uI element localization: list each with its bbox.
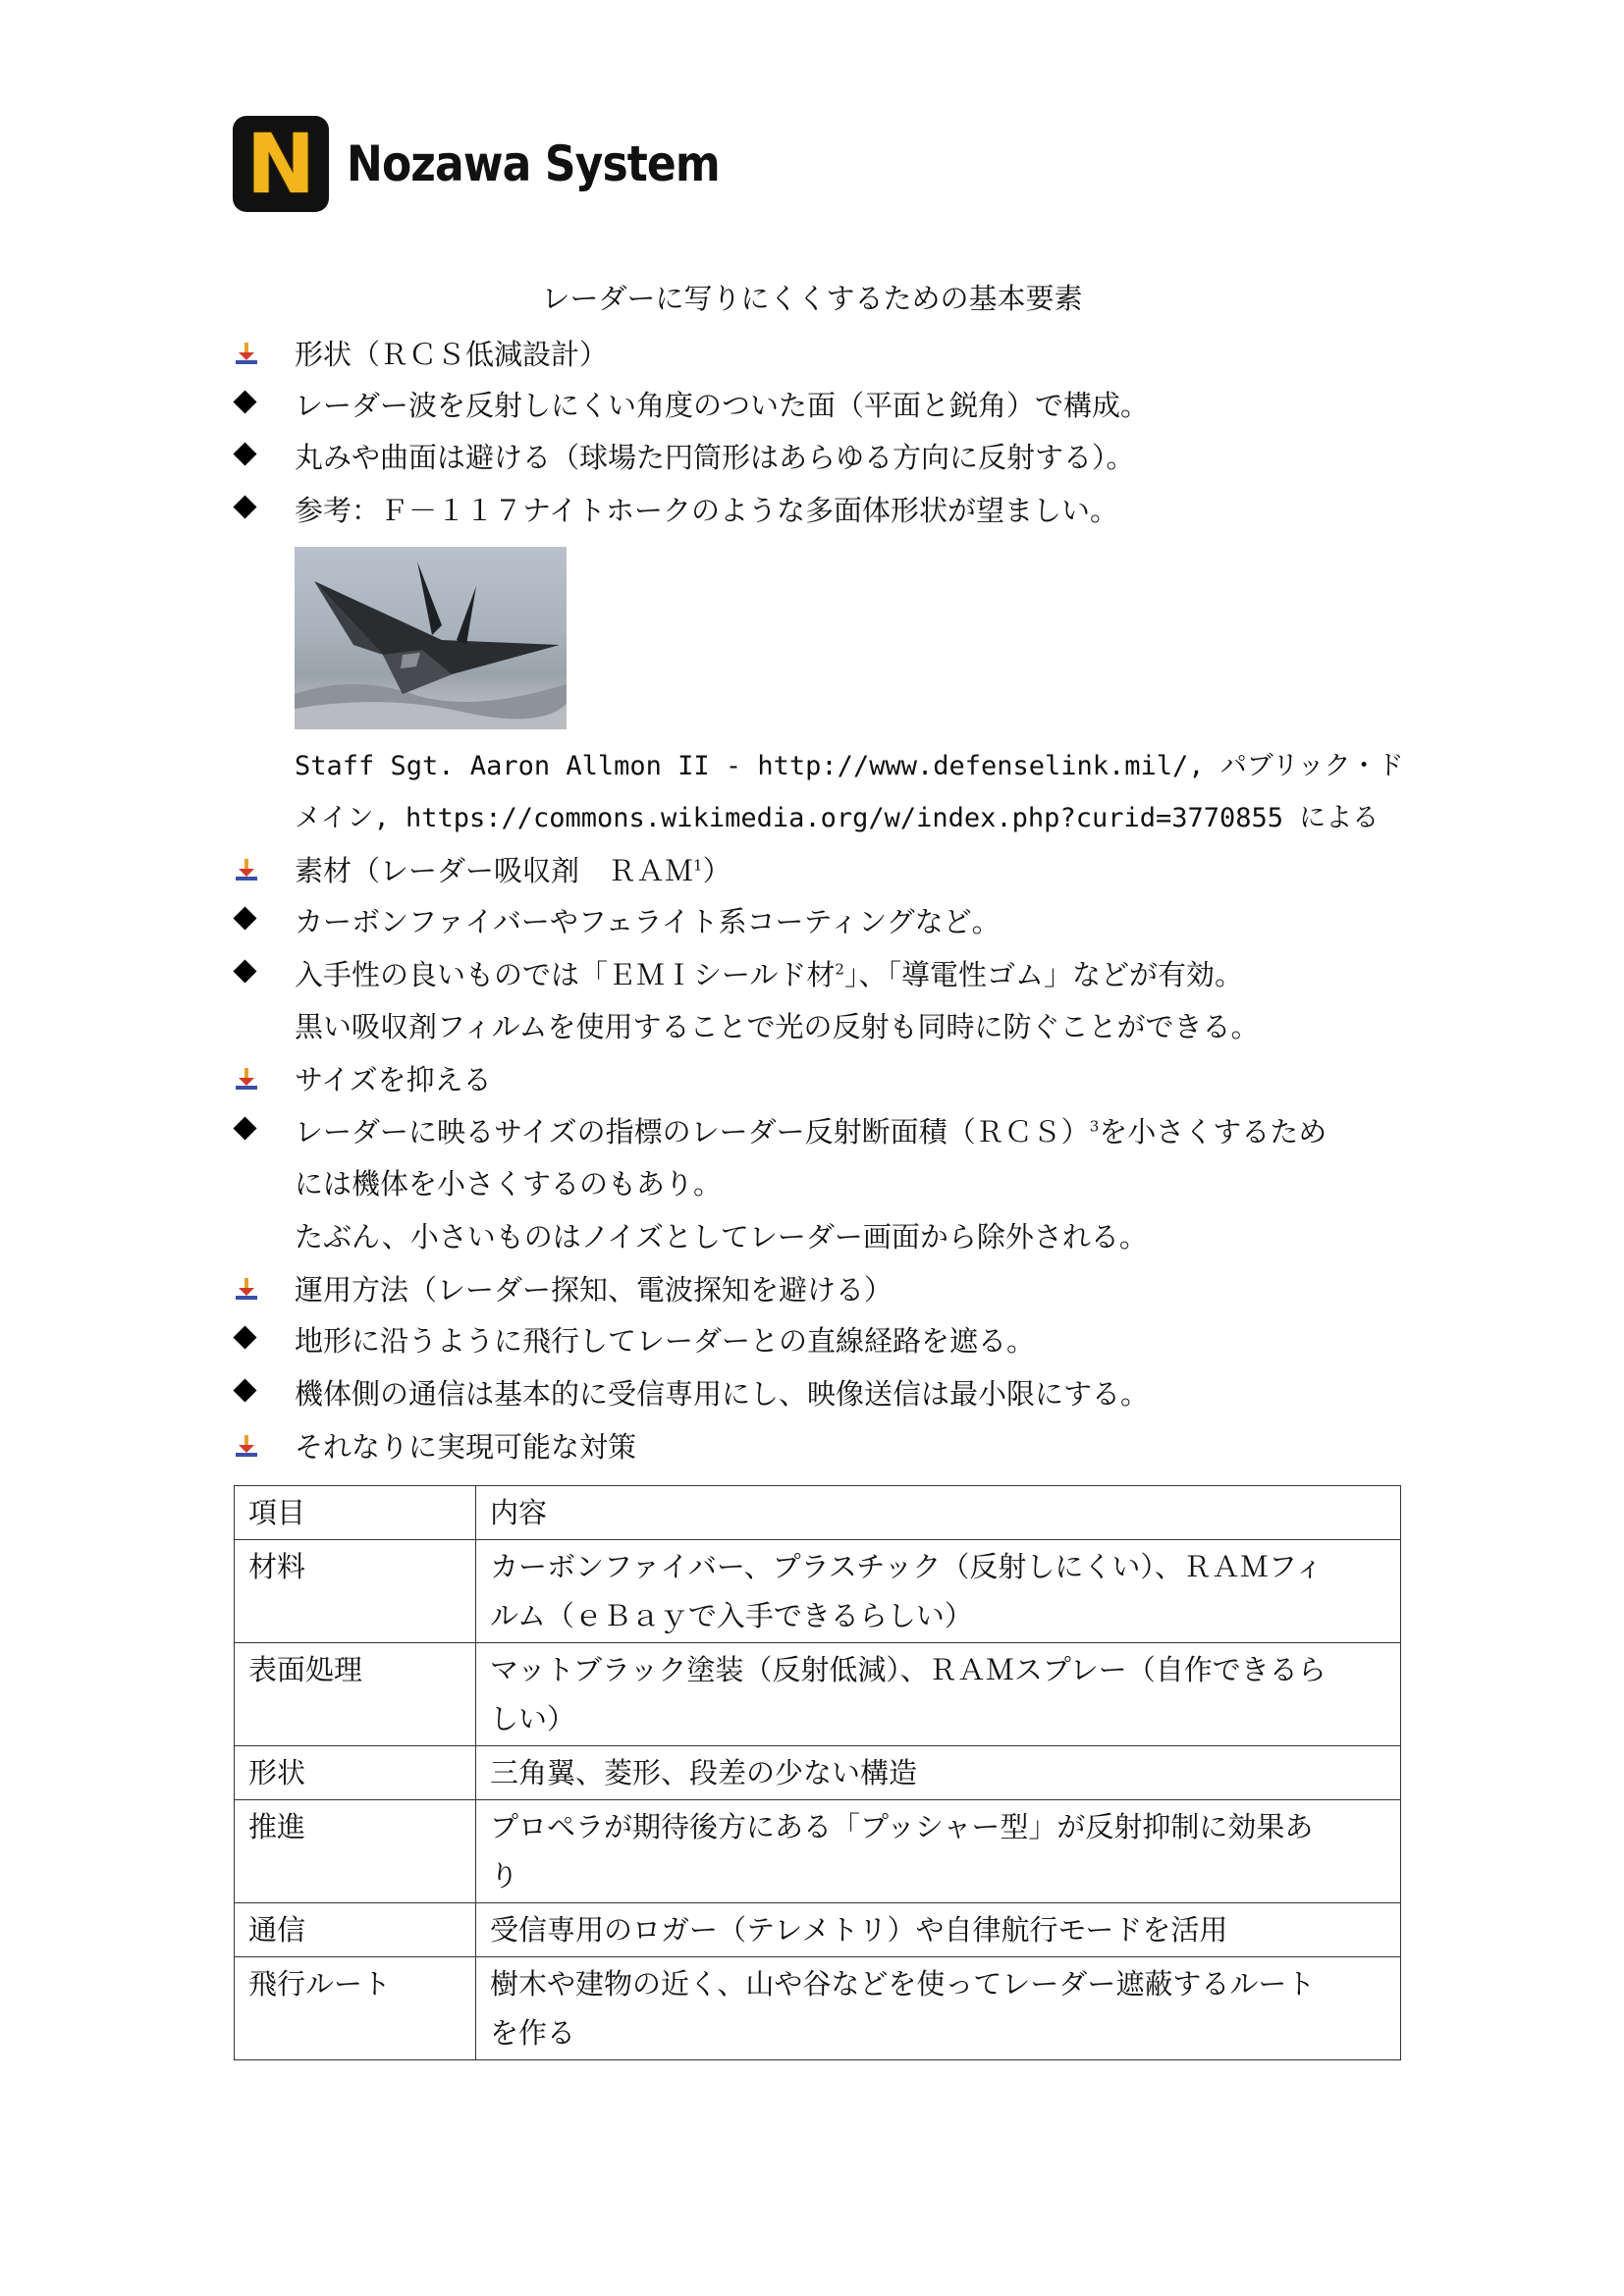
bullet-text-end: 」、「導電性ゴム」などが有効。: [843, 958, 1243, 991]
arrow-bullet-icon: [234, 341, 259, 366]
bullet-text: レーダーに映るサイズの指標のレーダー反射断面積（ＲＣＳ）: [295, 1115, 1090, 1148]
bullet-material-1: カーボンファイバーやフェライト系コーティングなど。: [295, 905, 1001, 938]
bullet-size-1-continued-1: には機体を小さくするのもあり。: [295, 1167, 723, 1201]
section-heading-measures: それなりに実現可能な対策: [295, 1430, 637, 1464]
photo-credit-line-2: メイン, https://commons.wikimedia.org/w/index.php?curid=3770855 による: [295, 803, 1380, 833]
section-heading-material: [295, 851, 731, 890]
row-content-line: 樹木や建物の近く、山や谷などを使ってレーダー遮蔽するルート: [490, 1967, 1316, 2001]
diamond-bullet-icon: [233, 1116, 256, 1140]
heading-text: 素材（レーダー吸収剤 ＲＡＭ: [295, 854, 694, 887]
document-title: レーダーに写りにくくするための基本要素: [541, 282, 1083, 315]
photo-credit-line-1: Staff Sgt. Aaron Allmon II - http://www.defenselink.mil/, パブリック・ド: [295, 751, 1404, 781]
measures-table: [234, 1485, 1401, 2060]
bullet-material-2-continued: 黒い吸収剤フィルムを使用することで光の反射も同時に防ぐことができる。: [295, 1010, 1260, 1043]
table-row: [235, 1903, 1401, 1957]
table-row: [235, 1643, 1401, 1746]
bullet-size-1: [295, 1112, 1326, 1151]
arrow-bullet-icon: [234, 857, 259, 882]
table-row: [235, 1540, 1401, 1643]
f117-nighthawk-photo: [295, 547, 567, 729]
bullet-size-1-continued-2: たぶん、小さいものはノイズとしてレーダー画面から除外される。: [295, 1220, 1148, 1254]
bullet-text: 入手性の良いものでは「ＥＭＩシールド材: [295, 958, 836, 991]
diamond-bullet-icon: [233, 495, 256, 518]
diamond-bullet-icon: [233, 390, 256, 413]
row-item: 推進: [235, 1800, 476, 1903]
row-content-line: しい）: [490, 1702, 576, 1735]
row-item: 材料: [235, 1540, 476, 1643]
footnote-ref-1[interactable]: 1: [693, 856, 703, 875]
row-content-line: プロペラが期待後方にある「プッシャー型」が反射抑制に効果あ: [490, 1810, 1314, 1843]
diamond-bullet-icon: [233, 1378, 256, 1402]
row-item: 表面処理: [235, 1643, 476, 1746]
row-content: [476, 1957, 1401, 2060]
section-heading-operation: 運用方法（レーダー探知、電波探知を避ける）: [295, 1273, 893, 1307]
table-row: [235, 1957, 1401, 2060]
diamond-bullet-icon: [233, 1325, 256, 1349]
table-row: [235, 1800, 1401, 1903]
row-item: 形状: [235, 1746, 476, 1800]
bullet-shape-1: レーダー波を反射しにくい角度のついた面（平面と鋭角）で構成。: [295, 389, 1150, 422]
row-content: [476, 1800, 1401, 1903]
arrow-bullet-icon: [234, 1433, 259, 1459]
row-content: [476, 1746, 1401, 1800]
section-heading-shape: 形状（ＲＣＳ低減設計）: [295, 338, 609, 371]
row-content-line: カーボンファイバー、プラスチック（反射しにくい）、ＲＡＭフィ: [490, 1550, 1324, 1583]
footnote-ref-3[interactable]: 3: [1089, 1117, 1100, 1136]
row-content: [476, 1540, 1401, 1643]
header-content: 内容: [476, 1486, 1401, 1540]
row-item: 飛行ルート: [235, 1957, 476, 2060]
bullet-shape-2: 丸みや曲面は避ける（球場た円筒形はあらゆる方向に反射する）。: [295, 441, 1135, 474]
heading-text-end: ）: [702, 854, 731, 887]
header-item: 項目: [235, 1486, 476, 1540]
diamond-bullet-icon: [233, 959, 256, 983]
footnote-ref-2[interactable]: 2: [835, 960, 844, 979]
bullet-material-2: [295, 955, 1243, 994]
stealth-aircraft-icon: [295, 547, 567, 729]
row-content: [476, 1903, 1401, 1957]
row-item: 通信: [235, 1903, 476, 1957]
section-heading-size: サイズを抑える: [295, 1063, 492, 1096]
brand-logo: [233, 116, 771, 212]
row-content-line: り: [490, 1859, 519, 1893]
arrow-bullet-icon: [234, 1276, 259, 1302]
arrow-bullet-icon: [234, 1066, 259, 1092]
table-header-row: [235, 1486, 1401, 1540]
row-content-line: マットブラック塗装（反射低減）、ＲＡＭスプレー（自作できるら: [490, 1653, 1326, 1686]
row-content-line: を作る: [490, 2016, 576, 2050]
diamond-bullet-icon: [233, 906, 256, 930]
logo-mark: [233, 116, 329, 212]
logo-brand-name: Nozawa System: [347, 135, 720, 192]
row-content: [476, 1643, 1401, 1746]
row-content-line: 受信専用のロガー（テレメトリ）や自律航行モードを活用: [490, 1913, 1228, 1947]
bullet-text-end: を小さくするため: [1099, 1115, 1327, 1148]
logo-letter: N: [245, 116, 316, 212]
table-row: [235, 1746, 1401, 1800]
row-content-line: 三角翼、菱形、段差の少ない構造: [490, 1756, 918, 1789]
bullet-operation-2: 機体側の通信は基本的に受信専用にし、映像送信は最小限にする。: [295, 1377, 1150, 1411]
bullet-operation-1: 地形に沿うように飛行してレーダーとの直線経路を遮る。: [295, 1324, 1036, 1358]
bullet-shape-3: 参考：Ｆ－１１７ナイトホークのような多面体形状が望ましい。: [295, 494, 1118, 527]
row-content-line: ルム（ｅＢａｙで入手できるらしい）: [490, 1599, 973, 1632]
diamond-bullet-icon: [233, 442, 256, 465]
